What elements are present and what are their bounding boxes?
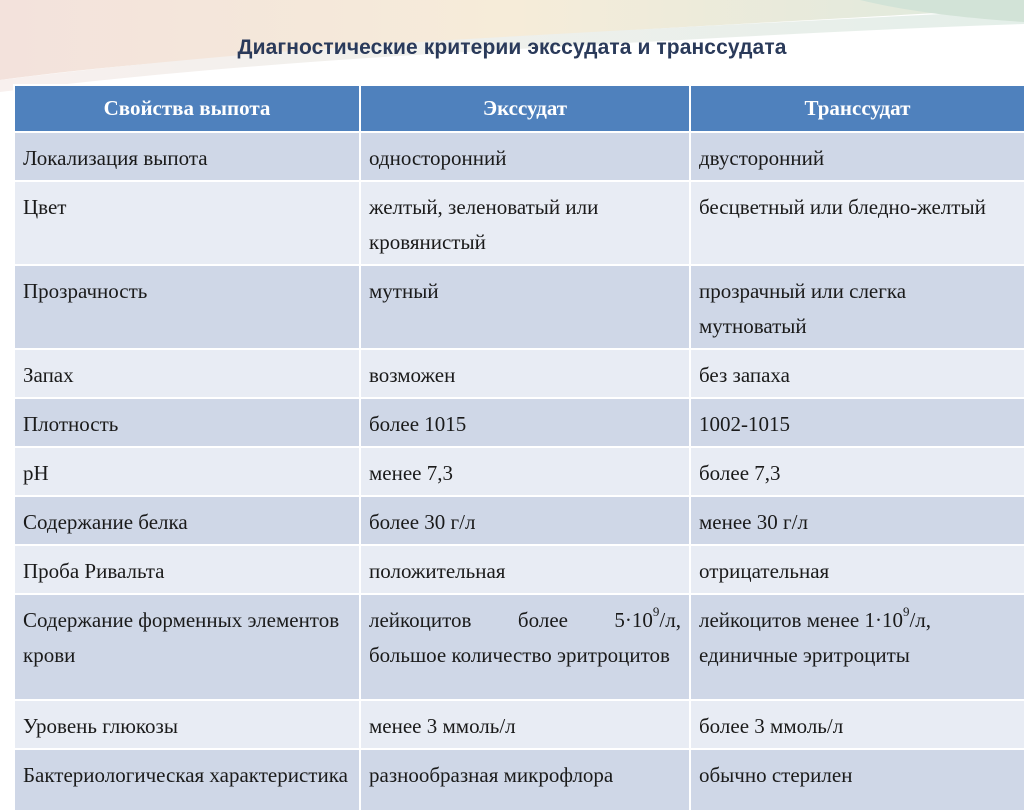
exudate-cell: разнообразная микрофлора (360, 749, 690, 811)
cell-text: лейкоцитов более 5·10 (369, 608, 653, 632)
table-row (14, 700, 1024, 749)
table-row (14, 265, 1024, 349)
property-cell: Прозрачность (14, 265, 360, 349)
table-row (14, 496, 1024, 545)
exudate-cell: менее 7,3 (360, 447, 690, 496)
exudate-cell: возможен (360, 349, 690, 398)
criteria-table (13, 84, 1024, 812)
cell-text: /л, единичные эритроциты (699, 608, 932, 667)
exudate-cell: положительная (360, 545, 690, 594)
transudate-cell: менее 30 г/л (690, 496, 1024, 545)
property-cell: Плотность (14, 398, 360, 447)
exponent: 9 (902, 604, 910, 619)
property-cell: Уровень глюкозы (14, 700, 360, 749)
header-exudate: Экссудат (360, 85, 690, 132)
exponent: 9 (652, 604, 660, 619)
transudate-cell: двусторонний (690, 132, 1024, 181)
table-row (14, 749, 1024, 811)
table-row (14, 398, 1024, 447)
property-cell: Проба Ривальта (14, 545, 360, 594)
table-row (14, 181, 1024, 265)
table-row (14, 349, 1024, 398)
header-transudate: Транссудат (690, 85, 1024, 132)
exudate-cell: односторонний (360, 132, 690, 181)
property-cell: Содержание форменных элементов крови (14, 594, 360, 700)
exudate-cell (360, 594, 690, 700)
transudate-cell: более 3 ммоль/л (690, 700, 1024, 749)
transudate-cell: прозрачный или слегка мутноватый (690, 265, 1024, 349)
table-row (14, 594, 1024, 700)
property-cell: Содержание белка (14, 496, 360, 545)
page-title: Диагностические критерии экссудата и транссудата (237, 36, 787, 59)
property-cell: pH (14, 447, 360, 496)
table-row (14, 132, 1024, 181)
exudate-cell: менее 3 ммоль/л (360, 700, 690, 749)
transudate-cell (690, 594, 1024, 700)
exudate-cell: желтый, зеленоватый или кровянистый (360, 181, 690, 265)
transudate-cell: обычно стерилен (690, 749, 1024, 811)
cell-text: /л, большое количество эритроцитов (369, 608, 681, 667)
table-row (14, 545, 1024, 594)
transudate-cell: 1002-1015 (690, 398, 1024, 447)
transudate-cell: отрицательная (690, 545, 1024, 594)
table-row (14, 447, 1024, 496)
transudate-cell: более 7,3 (690, 447, 1024, 496)
table-header-row (14, 85, 1024, 132)
exudate-cell: мутный (360, 265, 690, 349)
header-properties: Свойства выпота (14, 85, 360, 132)
property-cell: Цвет (14, 181, 360, 265)
property-cell: Бактериологическая характеристика (14, 749, 360, 811)
property-cell: Локализация выпота (14, 132, 360, 181)
cell-text: лейкоцитов менее 1·10 (699, 608, 903, 632)
transudate-cell: без запаха (690, 349, 1024, 398)
exudate-cell: более 30 г/л (360, 496, 690, 545)
exudate-cell: более 1015 (360, 398, 690, 447)
property-cell: Запах (14, 349, 360, 398)
transudate-cell: бесцветный или бледно-желтый (690, 181, 1024, 265)
